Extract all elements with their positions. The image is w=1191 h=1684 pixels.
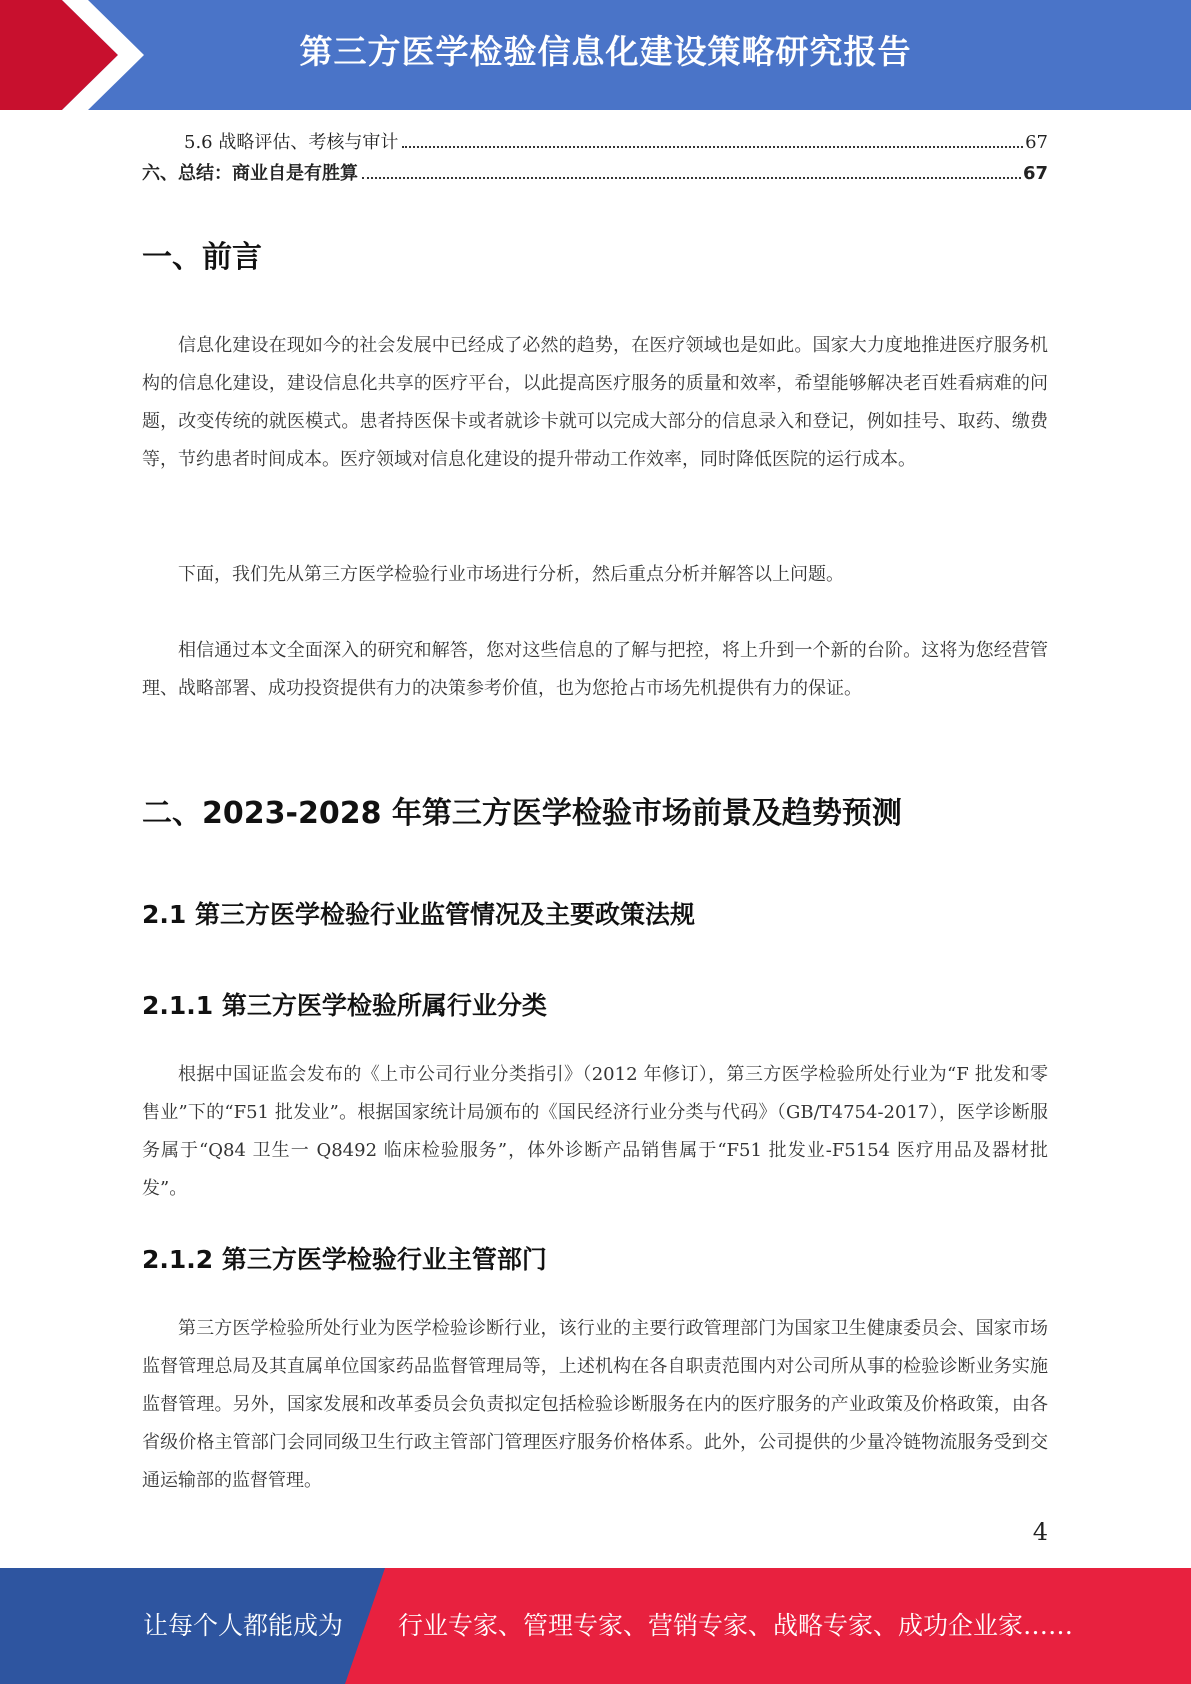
paragraph: 根据中国证监会发布的《上市公司行业分类指引》（2012 年修订），第三方医学检验所处行业为“F 批发和零售业”下的“F51 批发业”。根据国家统计局颁布的《国民经济行业分类与代码》（GB/T4754-2017），医学诊断服务属于“Q84 卫生一 Q8492 临床检验服务”，体外诊断产品销售属于“F51 批发业-F5154 医疗用品及器材批发”。: [142, 1064, 1048, 1199]
chapter-heading-2: 二、2023-2028 年第三方医学检验市场前景及趋势预测: [142, 796, 902, 831]
paragraph: 相信通过本文全面深入的研究和解答，您对这些信息的了解与把控，将上升到一个新的台阶。这将为您经营管理、战略部署、成功投资提供有力的决策参考价值，也为您抢占市场先机提供有力的保证。: [142, 640, 1048, 699]
toc-entry[interactable]: [142, 128, 1048, 159]
toc-entry-label: 六、总结：商业自是有胜算: [142, 163, 358, 184]
toc-entry-label: 5.6 战略评估、考核与审计: [184, 132, 399, 153]
section-heading-2-1-2: 2.1.2 第三方医学检验行业主管部门: [142, 1245, 547, 1274]
table-of-contents: [142, 128, 1048, 190]
toc-leader-dots: [402, 145, 1023, 148]
paragraph: 信息化建设在现如今的社会发展中已经成了必然的趋势，在医疗领域也是如此。国家大力度地推进医疗服务机构的信息化建设，建设信息化共享的医疗平台，以此提高医疗服务的质量和效率，希望能够解决老百姓看病难的问题，改变传统的就医模式。患者持医保卡或者就诊卡就可以完成大部分的信息录入和登记，例如挂号、取药、缴费等，节约患者时间成本。医疗领域对信息化建设的提升带动工作效率，同时降低医院的运行成本。: [142, 335, 1048, 470]
paragraph: 第三方医学检验所处行业为医学检验诊断行业，该行业的主要行政管理部门为国家卫生健康委员会、国家市场监督管理总局及其直属单位国家药品监督管理局等，上述机构在各自职责范围内对公司所从事的检验诊断业务实施监督管理。另外，国家发展和改革委员会负责拟定包括检验诊断服务在内的医疗服务的产业政策及价格政策，由各省级价格主管部门会同同级卫生行政主管部门管理医疗服务价格体系。此外，公司提供的少量冷链物流服务受到交通运输部的监督管理。: [142, 1318, 1048, 1491]
section-heading-2-1-1: 2.1.1 第三方医学检验所属行业分类: [142, 991, 547, 1020]
report-title: 第三方医学检验信息化建设策略研究报告: [299, 32, 912, 71]
page-number: 4: [1032, 1518, 1048, 1546]
toc-entry[interactable]: [142, 159, 1048, 190]
footer-banner: [0, 1568, 1191, 1684]
toc-entry-page: 67: [1025, 132, 1048, 153]
footer-slogan-right: 行业专家、管理专家、营销专家、战略专家、成功企业家……: [398, 1611, 1074, 1640]
toc-entry-page: 67: [1022, 163, 1048, 184]
section-heading-preface: 一、前言: [142, 240, 262, 275]
paragraph: 下面，我们先从第三方医学检验行业市场进行分析，然后重点分析并解答以上问题。: [178, 564, 844, 585]
toc-leader-dots: [362, 176, 1021, 179]
section-heading-2-1: 2.1 第三方医学检验行业监管情况及主要政策法规: [142, 900, 695, 929]
footer-slogan-left: 让每个人都能成为: [143, 1611, 344, 1640]
